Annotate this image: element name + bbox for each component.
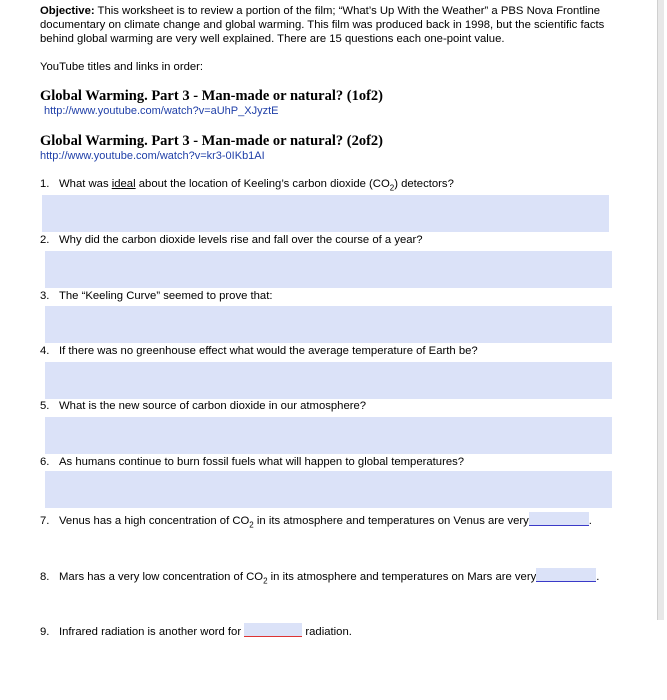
question-number: 8. bbox=[40, 571, 50, 583]
question-number: 9. bbox=[40, 626, 50, 638]
question-8: 8. Mars has a very low concentration of $CO_2$ in its atmosphere and temperatures on Mars are very . bbox=[40, 568, 599, 585]
youtube-label: YouTube titles and links in order: bbox=[40, 61, 204, 73]
answer-field-5[interactable] bbox=[45, 417, 612, 454]
objective-paragraph bbox=[40, 4, 625, 46]
scrollbar[interactable] bbox=[657, 0, 664, 620]
video-title-1: Global Warming. Part 3 - Man-made or natural? (1of2) bbox=[40, 88, 384, 104]
question-1: 1. What was ideal about the location of Keeling’s carbon dioxide $(CO_2)$ detectors? bbox=[40, 178, 454, 193]
video-link-2[interactable]: http://www.youtube.com/watch?v=kr3-0IKb1AI bbox=[40, 150, 265, 162]
answer-field-1[interactable] bbox=[42, 195, 609, 232]
answer-blank-8[interactable] bbox=[536, 568, 596, 582]
objective-text: This worksheet is to review a portion of the film; “What’s Up With the Weather” a PBS Nova Frontline documentary on climate change and global warming. This film was produced back in 1998, but the scientific facts behind global warming are very well explained. There are 15 questions each one-point value. bbox=[40, 5, 605, 45]
answer-field-2[interactable] bbox=[45, 251, 612, 288]
question-number: 4. bbox=[40, 345, 50, 357]
question-4: 4. If there was no greenhouse effect what would the average temperature of Earth be? bbox=[40, 345, 478, 357]
question-number: 5. bbox=[40, 400, 50, 412]
question-number: 2. bbox=[40, 234, 50, 246]
answer-field-6[interactable] bbox=[45, 471, 612, 508]
video-link-1[interactable]: http://www.youtube.com/watch?v=aUhP_XJyztE bbox=[44, 105, 279, 117]
question-9: 9. Infrared radiation is another word for radiation. bbox=[40, 623, 352, 638]
question-number: 6. bbox=[40, 456, 50, 468]
question-number: 7. bbox=[40, 515, 50, 527]
question-6: 6. As humans continue to burn fossil fuels what will happen to global temperatures? bbox=[40, 456, 465, 468]
question-number: 3. bbox=[40, 290, 50, 302]
question-3: 3. The “Keeling Curve” seemed to prove that: bbox=[40, 290, 273, 302]
objective-label: Objective: bbox=[40, 5, 95, 17]
answer-field-3[interactable] bbox=[45, 306, 612, 343]
video-title-2: Global Warming. Part 3 - Man-made or natural? (2of2) bbox=[40, 133, 384, 149]
answer-field-4[interactable] bbox=[45, 362, 612, 399]
question-7: 7. Venus has a high concentration of $CO_2$ in its atmosphere and temperatures on Venus are very . bbox=[40, 512, 592, 529]
underlined-word: ideal bbox=[111, 178, 136, 190]
question-5: 5. What is the new source of carbon dioxide in our atmosphere? bbox=[40, 400, 367, 412]
answer-blank-7[interactable] bbox=[529, 512, 589, 526]
question-2: 2. Why did the carbon dioxide levels rise and fall over the course of a year? bbox=[40, 234, 423, 246]
answer-blank-9[interactable] bbox=[244, 623, 302, 637]
question-number: 1. bbox=[40, 178, 50, 190]
